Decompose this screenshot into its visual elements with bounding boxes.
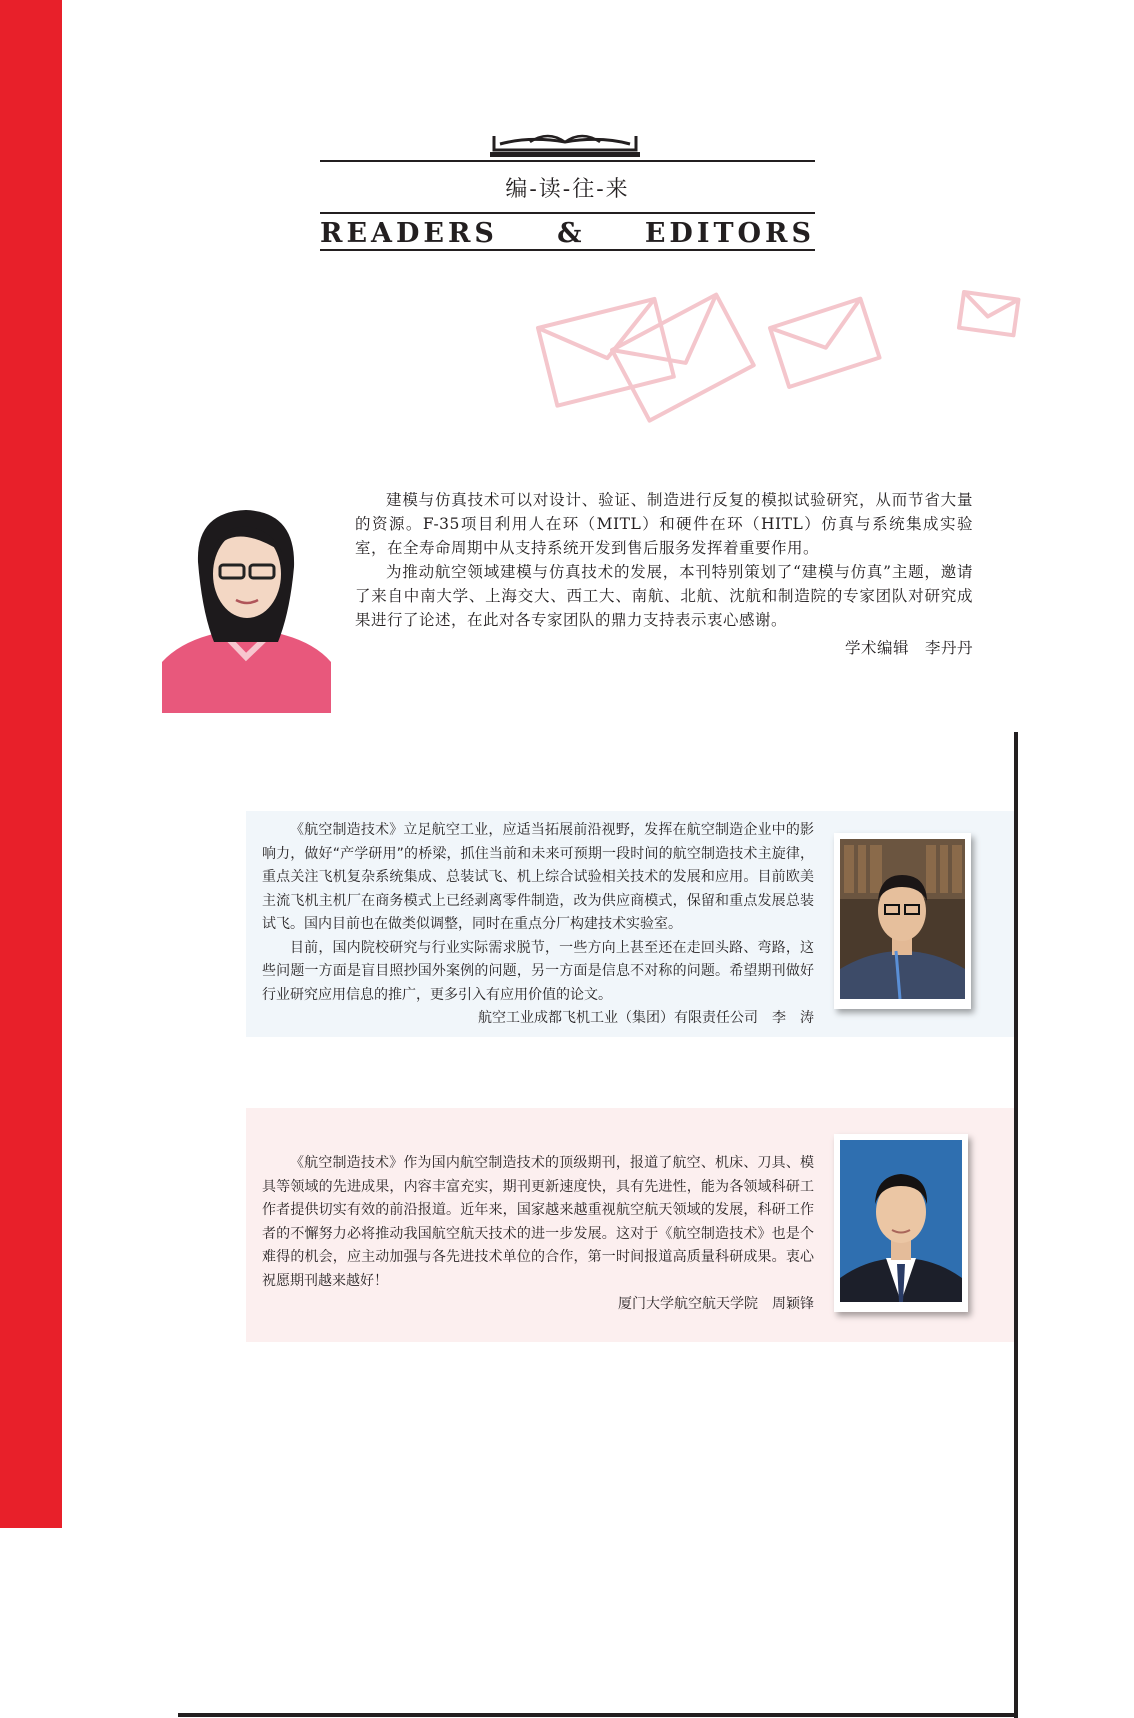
frame-right-border <box>1014 732 1018 1718</box>
reader-letter-paragraph: 《航空制造技术》立足航空工业，应适当拓展前沿视野，发挥在航空制造企业中的影响力，做好“产学研用”的桥梁，抓住当前和未来可预期一段时间的航空制造技术主旋律，重点关注飞机复杂系统集成、总装试飞、机上综合试验相关技术的发展和应用。目前欧美主流飞机主机厂在商务模式上已经剥离零件制造，改为供应商模式，保留和重点发展总装试飞。国内目前也在做类似调整，同时在重点分厂构建技术实验室。 <box>262 822 814 932</box>
editor-portrait-photo <box>162 492 331 713</box>
section-title-cn: 编-读-往-来 <box>505 177 630 202</box>
reader-letter-paragraph: 目前，国内院校研究与行业实际需求脱节，一些方向上甚至还在走回头路、弯路，这些问题一方面是盲目照抄国外案例的问题，另一方面是信息不对称的问题。希望期刊做好行业研究应用信息的推广，更多引入有应用价值的论文。 <box>262 939 814 1003</box>
reader-letter-text <box>262 1152 814 1317</box>
reader-letter-paragraph: 《航空制造技术》作为国内航空制造技术的顶级期刊，报道了航空、机床、刀具、模具等领域的先进成果，内容丰富充实，期刊更新速度快，具有先进性，能为各领域科研工作者提供切实有效的前沿报道。近年来，国家越来越重视航空航天领域的发展，科研工作者的不懈努力必将推动我国航空航天技术的进一步发展。这对于《航空制造技术》也是个难得的机会，应主动加强与各先进技术单位的合作，第一时间报道高质量科研成果。衷心祝愿期刊越来越好！ <box>262 1155 814 1289</box>
reader-portrait-photo <box>840 839 965 999</box>
header-bottom-rule <box>320 249 815 251</box>
editor-paragraph: 建模与仿真技术可以对设计、验证、制造进行反复的模拟试验研究，从而节省大量的资源。F-35项目利用人在环（MITL）和硬件在环（HITL）仿真与系统集成实验室，在全寿命周期中从支持系统开发到售后服务发挥着重要作用。 <box>355 491 973 557</box>
reader-letter-card <box>246 1108 1014 1342</box>
left-red-bar <box>0 0 62 1528</box>
open-book-icon <box>490 128 640 158</box>
envelope-icon <box>612 295 754 421</box>
envelope-icon <box>959 292 1018 335</box>
envelope-decoration <box>530 280 1030 450</box>
editor-signature: 学术编辑 李丹丹 <box>844 639 973 657</box>
editor-paragraph: 为推动航空领域建模与仿真技术的发展，本刊特别策划了“建模与仿真”主题，邀请了来自中南大学、上海交大、西工大、南航、北航、沈航和制造院的专家团队对研究成果进行了论述，在此对各专家团队的鼎力支持表示衷心感谢。 <box>355 563 973 629</box>
header-mid-rule <box>320 212 815 214</box>
header-top-rule <box>320 160 815 162</box>
reader-letter-signature: 厦门大学航空航天学院 周颖锋 <box>618 1296 814 1312</box>
section-title-en: READERS & EDITORS <box>320 218 815 249</box>
envelope-icon <box>770 299 880 387</box>
reader-photo-frame <box>834 1134 968 1312</box>
envelope-icon <box>538 299 674 406</box>
reader-photo-frame <box>834 833 971 1009</box>
frame-bottom-border <box>178 1713 1018 1717</box>
reader-portrait-photo <box>840 1140 962 1302</box>
reader-letter-signature: 航空工业成都飞机工业（集团）有限责任公司 李 涛 <box>478 1010 814 1026</box>
editor-note <box>355 488 973 660</box>
reader-letter-card <box>246 811 1014 1037</box>
reader-letter-text <box>262 819 814 1031</box>
